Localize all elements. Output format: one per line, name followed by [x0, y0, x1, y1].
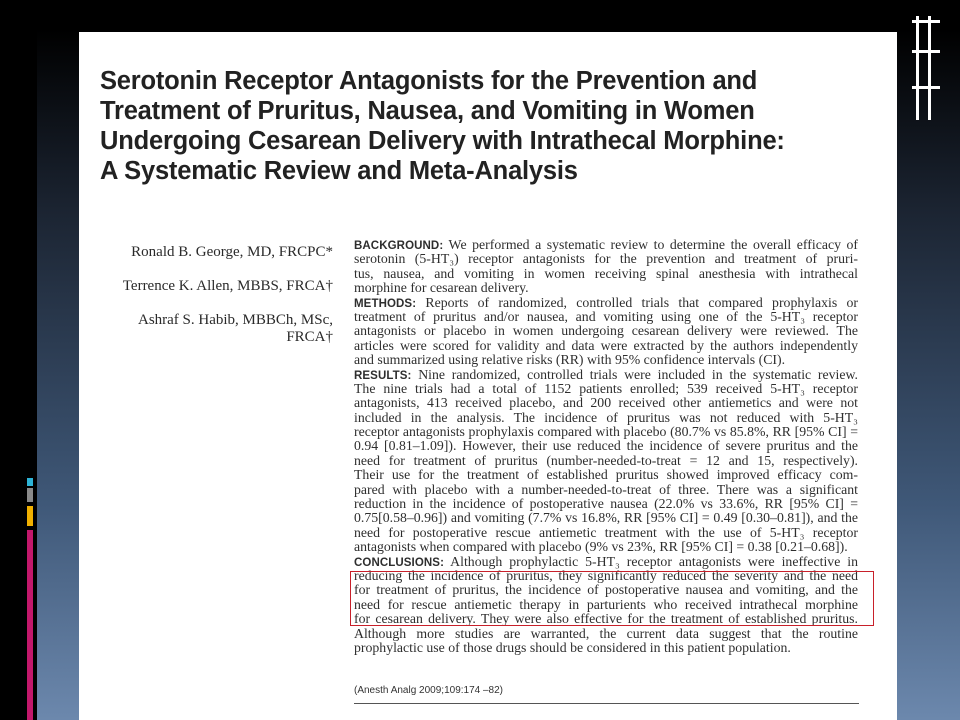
conclusions-highlight-box	[350, 567, 874, 626]
title-line: Serotonin Receptor Antagonists for the Prevention and	[100, 67, 758, 95]
title-line: Undergoing Cesarean Delivery with Intrathecal Morphine:	[100, 127, 785, 155]
title-line: A Systematic Review and Meta-Analysis	[100, 157, 578, 185]
abstract-line: Nine randomized, controlled trials were included in the systematic review.	[411, 366, 858, 382]
article-title	[100, 66, 860, 186]
abstract-line: Although more studies are warranted, the current data suggest that the routine	[354, 625, 858, 641]
abstract-line: reduction in the incidence of postoperative nausea (22.0% vs 33.6%, RR [95% CI] =	[354, 496, 858, 512]
citation: (Anesth Analg 2009;109:174 –82)	[354, 685, 504, 696]
abstract-line: Although prophylactic 5-HT₃ receptor antagonists were ineffective in	[444, 553, 858, 569]
divider-rule	[354, 703, 859, 704]
corner-grid-decoration	[912, 16, 940, 120]
abstract-line: need for treatment of pruritus (number-needed-to-treat = 12 and 15, respectively).	[354, 452, 858, 468]
methods-heading: METHODS:	[354, 297, 417, 310]
abstract-line: for cesarean delivery. They were also effective for the treatment of established pruritus.	[354, 611, 858, 627]
abstract-line: pared with placebo with a number-needed-to-treat of three. There was a significant	[354, 481, 858, 497]
abstract-line: need for postoperative rescue antiemetic treatment with the use of 5-HT₃ receptor	[354, 524, 858, 540]
abstract-line: Their use for the treatment of established pruritus showed improved efficacy com-	[354, 467, 858, 483]
author-name: Ashraf S. Habib, MBBCh, MSc,	[137, 312, 333, 328]
abstract-line: antagonists, 413 received placebo, and 200 received other antiemetics and were not	[354, 395, 858, 411]
abstract-line: The nine trials had a total of 1152 patients enrolled; 539 received 5-HT₃ receptor	[354, 380, 858, 396]
abstract-line: reducing the incidence of pruritus, they significantly reduced the severity and the need	[354, 567, 858, 583]
abstract-line: for treatment of pruritus, the incidence of postoperative nausea and vomiting, and the	[354, 582, 858, 598]
accent-bar-cyan	[27, 478, 33, 486]
abstract-line: antagonists or placebo in women undergoing cesarean delivery were reviewed. The	[354, 323, 858, 339]
abstract-line: tus, nausea, and vomiting in women receiving spinal anesthesia with intrathecal	[354, 265, 858, 281]
title-line: Treatment of Pruritus, Nausea, and Vomiting in Women	[100, 97, 755, 125]
abstract-line: morphine for cesarean delivery.	[354, 280, 529, 296]
author-affiliation: FRCA†	[286, 329, 333, 345]
abstract-line: treatment of pruritus and/or nausea, and vomiting using one of the 5-HT₃ receptor	[354, 308, 858, 324]
abstract-line: 0.94 [0.81–1.09]). However, their use reduced the incidence of severe pruritus and the	[354, 438, 858, 454]
abstract-line: We performed a systematic review to determine the overall efficacy of	[443, 237, 858, 252]
abstract-line: need for rescue antiemetic therapy in parturients who received intrathecal morphine	[354, 596, 858, 612]
results-heading: RESULTS:	[354, 369, 412, 382]
abstract-line: serotonin (5-HT₃) receptor antagonists for the prevention and treatment of pruri-	[354, 251, 858, 267]
abstract-line: prophylactic use of those drugs should be considered in this patient population.	[354, 639, 791, 655]
abstract-line: receptor antagonists prophylaxis compared with placebo (80.7% vs 85.8%, RR [95% CI] =	[354, 424, 858, 440]
abstract-line: articles were scored for validity and data were extracted by the authors independently	[354, 337, 858, 353]
conclusions-heading: CONCLUSIONS:	[354, 556, 445, 569]
accent-bar-magenta	[27, 530, 33, 720]
abstract-line: 0.75[0.58–0.96]) and vomiting (7.7% vs 16.8%, RR [95% CI] = 0.49 [0.30–0.81]), and the	[354, 510, 858, 526]
abstract-line: and summarized using relative risks (RR) with 95% confidence intervals (CI).	[354, 352, 786, 368]
background-heading: BACKGROUND:	[354, 240, 444, 252]
author-name: Terrence K. Allen, MBBS, FRCA†	[122, 278, 333, 294]
abstract-line: antagonists when compared with placebo (9% vs 23%, RR [95% CI] = 0.38 [0.21–0.68]).	[354, 539, 848, 555]
accent-bar-gray	[27, 488, 33, 502]
accent-bar-yellow	[27, 506, 33, 526]
abstract-line: Reports of randomized, controlled trials that compared prophylaxis or	[416, 294, 858, 310]
author-name: Ronald B. George, MD, FRCPC*	[131, 244, 333, 260]
abstract-line: included in the analysis. The incidence of pruritus was not reduced with 5-HT₃	[354, 409, 858, 425]
